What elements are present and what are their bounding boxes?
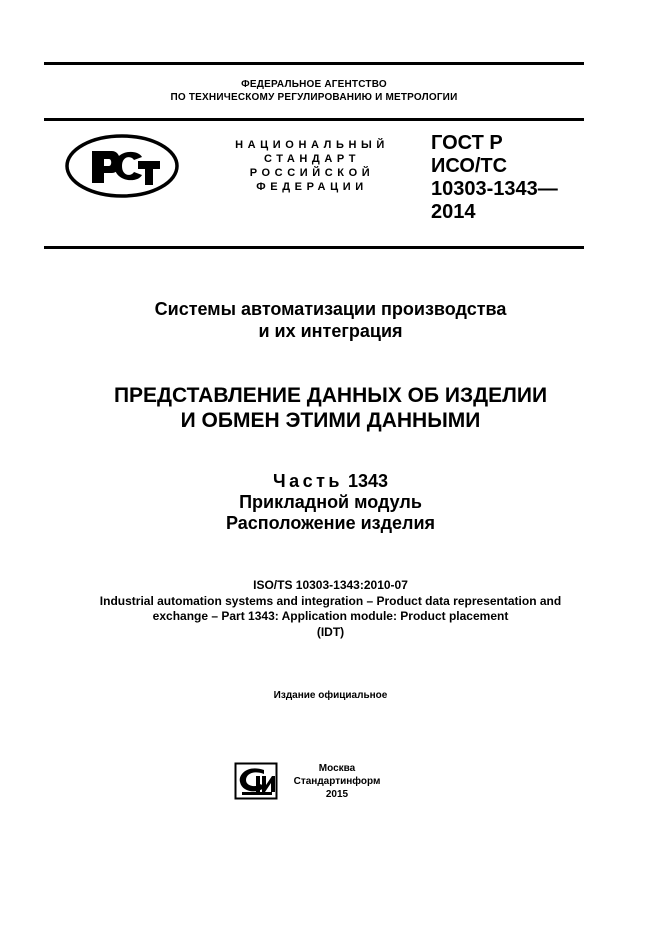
agency-line-2: ПО ТЕХНИЧЕСКОМУ РЕГУЛИРОВАНИЮ И МЕТРОЛОГИИ — [170, 92, 458, 103]
gost-r-logo-icon — [64, 133, 180, 199]
top-rule — [44, 62, 584, 65]
national-line-4: ФЕДЕРАЦИИ — [256, 181, 368, 193]
iso-line-3: exchange – Part 1343: Application module: Product placement — [152, 609, 509, 623]
code-line-2: ИСО/ТС — [431, 155, 508, 177]
publisher-name: Стандартинформ — [293, 776, 381, 787]
national-line-2: СТАНДАРТ — [263, 153, 361, 165]
publisher-block — [282, 762, 392, 801]
national-line-1: НАЦИОНАЛЬНЫЙ — [235, 139, 389, 151]
agency-line-1: ФЕДЕРАЛЬНОЕ АГЕНТСТВО — [241, 79, 387, 90]
agency-header — [44, 78, 584, 104]
part-title — [0, 471, 661, 534]
part-heading — [0, 471, 661, 492]
publisher-year: 2015 — [325, 789, 349, 800]
part-word: Часть — [272, 471, 343, 491]
iso-line-1: ISO/TS 10303-1343:2010-07 — [253, 578, 408, 592]
standard-code — [431, 132, 581, 224]
publisher-city: Москва — [318, 763, 356, 774]
main-title-line-1: ПРЕДСТАВЛЕНИЕ ДАННЫХ ОБ ИЗДЕЛИИ — [113, 384, 548, 407]
header-rule — [44, 118, 584, 121]
edition-label: Издание официальное — [273, 690, 388, 701]
iso-line-4: (IDT) — [316, 624, 345, 639]
code-line-4: 2014 — [431, 201, 476, 223]
code-line-3: 10303-1343— — [431, 178, 558, 200]
national-line-3: РОССИЙСКОЙ — [249, 167, 375, 179]
iso-reference — [0, 578, 661, 640]
header-bottom-rule — [44, 246, 584, 249]
part-subtitle-1: Прикладной модуль — [239, 492, 422, 512]
part-subtitle-2: Расположение изделия — [225, 513, 436, 533]
standartinform-logo-icon — [234, 762, 278, 800]
main-title — [0, 383, 661, 433]
series-title — [0, 298, 661, 342]
series-title-line-2: и их интеграция — [258, 321, 403, 341]
national-standard-label — [212, 138, 412, 194]
iso-line-2: Industrial automation systems and integration – Product data representation and — [99, 593, 562, 608]
main-title-line-2: И ОБМЕН ЭТИМИ ДАННЫМИ — [180, 409, 481, 432]
code-line-1: ГОСТ Р — [431, 132, 503, 154]
series-title-line-1: Системы автоматизации производства — [154, 299, 507, 319]
part-number: 1343 — [348, 471, 389, 491]
